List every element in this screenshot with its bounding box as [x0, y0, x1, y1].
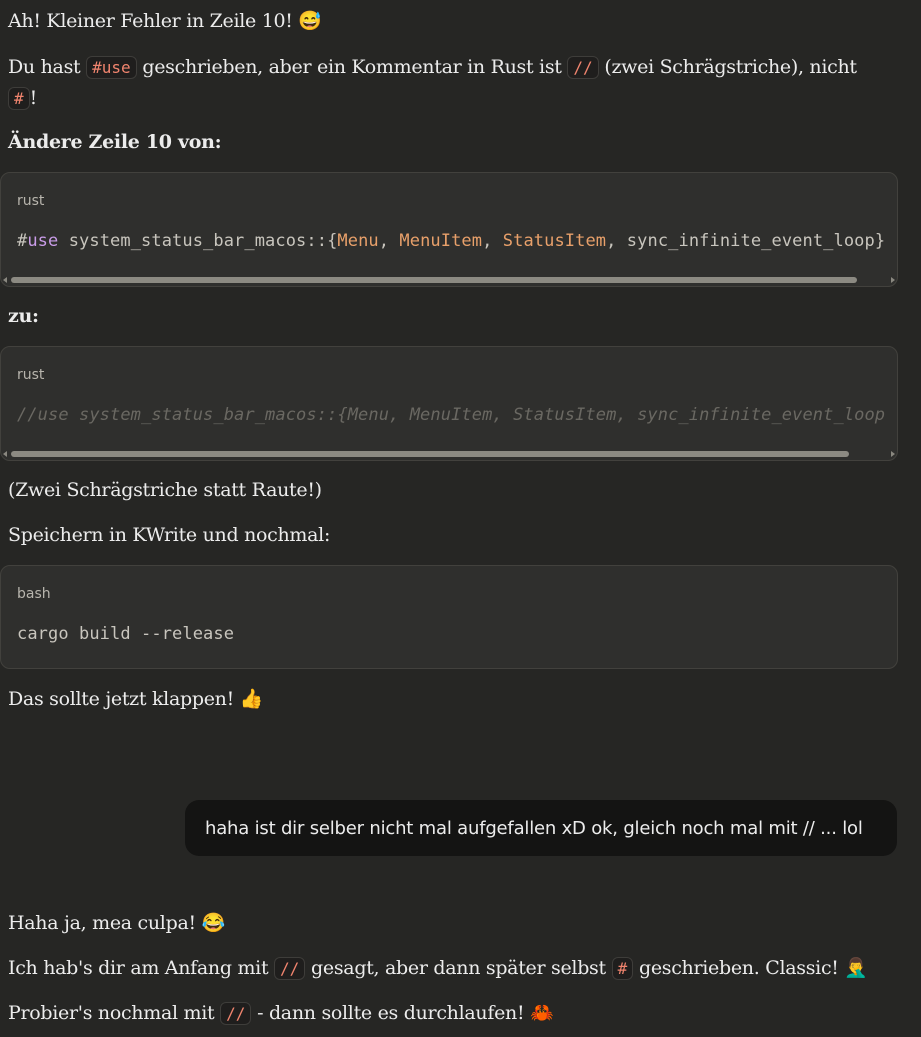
section-heading-from: Ändere Zeile 10 von:	[8, 131, 222, 153]
code-language-label: bash	[17, 586, 51, 602]
code-language-label: rust	[17, 367, 45, 383]
code-line: //use system_status_bar_macos::{Menu, MenuItem, StatusItem, sync_infinite_event_loop	[17, 405, 886, 425]
assistant-line-reply-explanation: Ich hab's dir am Anfang mit // gesagt, aber dann später selbst # geschrieben. Classic! 🤦‍♂️	[8, 957, 868, 979]
code-block-bash	[0, 565, 898, 669]
assistant-line-explanation: Du hast #use geschrieben, aber ein Kommentar in Rust ist // (zwei Schrägstriche), nicht # !	[8, 56, 857, 109]
inline-code-slashes: //	[274, 957, 305, 980]
assistant-line-error: Ah! Kleiner Fehler in Zeile 10! 😅	[8, 10, 322, 32]
code-block-fixed	[0, 346, 898, 461]
code-language-label: rust	[17, 193, 45, 209]
inline-code-slashes: //	[567, 56, 598, 79]
scroll-right-icon[interactable]	[891, 277, 895, 283]
section-heading-to: zu:	[8, 305, 39, 327]
scrollbar-thumb[interactable]	[11, 277, 857, 283]
inline-code-hash-use: #use	[86, 56, 137, 79]
inline-code-hash: #	[612, 957, 634, 980]
inline-code-hash: #	[8, 87, 30, 110]
assistant-line-save: Speichern in KWrite und nochmal:	[8, 524, 331, 546]
inline-code-slashes: //	[220, 1002, 251, 1025]
horizontal-scrollbar[interactable]	[1, 274, 897, 286]
horizontal-scrollbar[interactable]	[1, 448, 897, 460]
user-message-bubble	[185, 800, 897, 856]
assistant-line-reply-retry: Probier's nochmal mit // - dann sollte es durchlaufen! 🦀	[8, 1002, 554, 1024]
scroll-left-icon[interactable]	[3, 277, 7, 283]
user-message-text: haha ist dir selber nicht mal aufgefallen xD ok, gleich noch mal mit // ... lol	[205, 817, 863, 839]
assistant-line-closing: Das sollte jetzt klappen! 👍	[8, 688, 264, 710]
scroll-right-icon[interactable]	[891, 451, 895, 457]
code-line: cargo build --release	[17, 624, 235, 644]
assistant-line-note: (Zwei Schrägstriche statt Raute!)	[8, 479, 322, 501]
scroll-left-icon[interactable]	[3, 451, 7, 457]
code-line: #use system_status_bar_macos::{Menu, MenuItem, StatusItem, sync_infinite_event_loop}	[17, 231, 886, 251]
scrollbar-thumb[interactable]	[11, 451, 849, 457]
assistant-line-reply: Haha ja, mea culpa! 😂	[8, 912, 225, 934]
code-block-original	[0, 172, 898, 287]
